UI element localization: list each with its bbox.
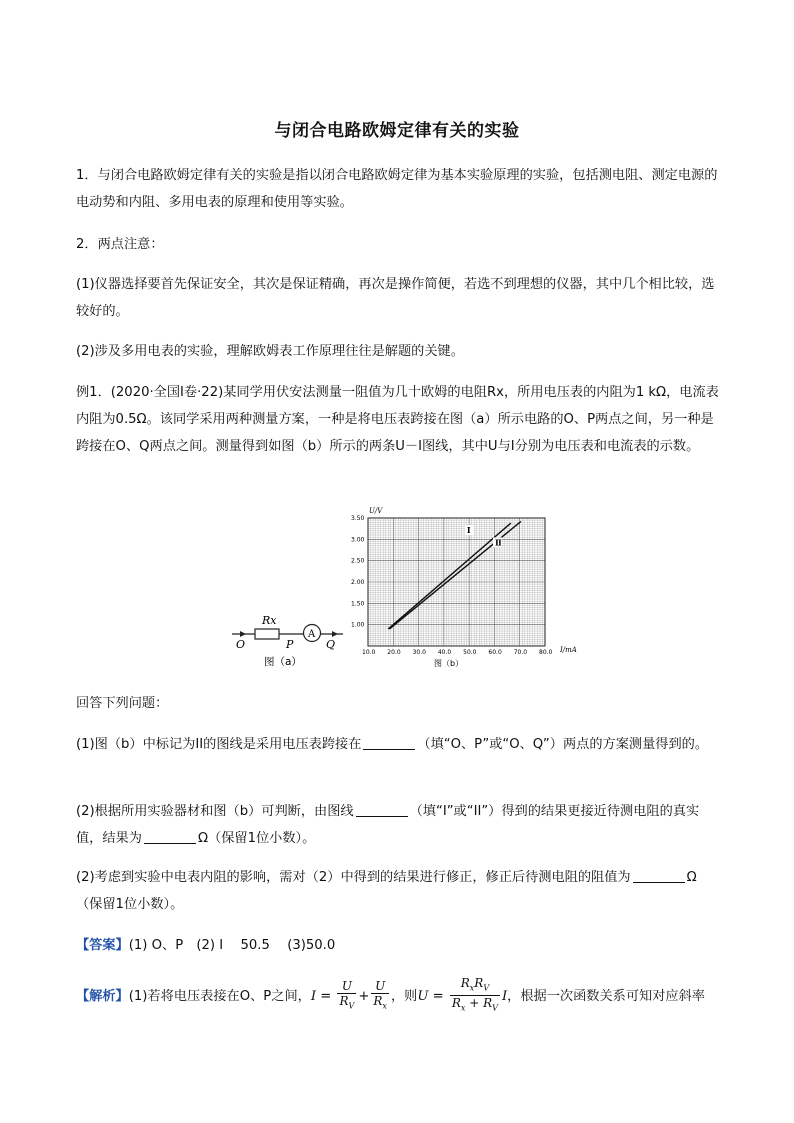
- x-axis-label: I/mA: [560, 646, 577, 654]
- question-2: [76, 798, 720, 852]
- answer-tag: 【答案】: [76, 938, 129, 953]
- x-tick-label: 20.0: [387, 649, 401, 656]
- analysis-tag: 【解析】: [76, 988, 129, 1004]
- resistor-label: Rx: [262, 614, 277, 627]
- chart-grid: [368, 518, 545, 646]
- resistor-symbol: [255, 629, 279, 639]
- x-tick-label: 40.0: [437, 649, 452, 656]
- ui-chart: [351, 507, 577, 668]
- paragraph-note-1: (1)仪器选择要首先保证安全，其次是保证精确，再次是操作简便，若选不到理想的仪器，其中几个相比较，选较好的。: [76, 277, 715, 319]
- question-3-text-start: (2)考虑到实验中电表内阻的影响，需对（2）中得到的结果进行修正，修正后待测电阻的阻值为: [76, 870, 631, 885]
- arrow-icon: [240, 631, 246, 637]
- y-tick-label: 2.50: [351, 557, 365, 565]
- question-2-text-start: (2)根据所用实验器材和图（b）可判断，由图线: [76, 804, 354, 819]
- analysis-text-start: (1)若将电压表接在O、P之间，: [128, 988, 311, 1004]
- answer-blank[interactable]: [363, 736, 415, 750]
- formula-current: I = $\frac{U}{R_V}$ + $\frac{U}{R_x}$: [310, 978, 387, 1011]
- series-line-1: [388, 523, 511, 629]
- x-tick-label: 10.0: [362, 649, 376, 656]
- answer-blank[interactable]: [633, 869, 685, 883]
- ammeter-label: A: [308, 629, 316, 640]
- series-label-2: Ⅱ: [494, 537, 502, 548]
- formula-voltage: U = $\frac{R_xR_V}{R_x + R_V}$ I: [417, 976, 508, 1013]
- y-tick-label: 1.50: [351, 600, 365, 608]
- question-3-text-end: Ω（保留1位小数）。: [76, 870, 697, 912]
- series-label-1: Ⅰ: [466, 525, 471, 536]
- y-axis-label: U/V: [369, 507, 383, 515]
- x-tick-label: 70.0: [513, 649, 528, 656]
- answer-blank[interactable]: [356, 803, 408, 817]
- analysis-line: [76, 976, 720, 1016]
- x-tick-label: 60.0: [488, 649, 502, 656]
- questions-intro: 回答下列问题：: [76, 696, 169, 711]
- analysis-text-middle: ，则: [390, 988, 418, 1004]
- x-tick-label: 30.0: [412, 649, 426, 656]
- y-tick-label: 2.00: [351, 579, 365, 586]
- figure-b-caption: 图（b）: [434, 659, 464, 668]
- answer-line: [76, 932, 720, 959]
- circuit-diagram: [232, 614, 343, 668]
- arrow-icon: [332, 631, 338, 637]
- chart-series: [388, 521, 521, 629]
- figure-a-caption: 图（a）: [264, 656, 302, 668]
- question-2-text-end: Ω（保留1位小数）。: [197, 831, 316, 846]
- y-tick-label: 3.50: [351, 515, 365, 522]
- example-statement: 例1．(2020·全国Ⅰ卷·22)某同学用伏安法测量一阻值为几十欧姆的电阻Rx，所用电压表的内阻为1 kΩ，电流表内阻为0.5Ω。该同学采用两种测量方案，一种是将电压表跨接在图（a）所示电路的O、P两点之间，另一种是跨接在O、Q两点之间。测量得到如图（b）所示的两条U－I图线，其中U与I分别为电压表和电流表的示数。: [76, 385, 719, 454]
- paragraph-note-2: (2)涉及多用电表的实验，理解欧姆表工作原理往往是解题的关键。: [76, 344, 464, 359]
- paragraph-intro: 1．与闭合电路欧姆定律有关的实验是指以闭合电路欧姆定律为基本实验原理的实验，包括测电阻、测定电源的电动势和内阻、多用电表的原理和使用等实验。: [76, 168, 718, 210]
- x-tick-label: 80.0: [539, 649, 553, 656]
- question-1-text-end: （填“O、P”或“O、Q”）两点的方案测量得到的。: [417, 737, 709, 752]
- question-2-text-middle: （填“I”或“II”）得到的结果更接近待测电阻的真实值，结果为: [76, 804, 700, 846]
- answer-text: (1) O、P (2) I 50.5 (3)50.0: [128, 938, 336, 953]
- y-tick-label: 3.00: [351, 536, 365, 544]
- question-3: [76, 864, 720, 918]
- analysis-text-end: ，根据一次函数关系可知对应斜率: [507, 988, 705, 1004]
- point-p-label: P: [286, 638, 294, 651]
- question-1-text-start: (1)图（b）中标记为II的图线是采用电压表跨接在: [76, 737, 362, 752]
- paragraph-notes-heading: 2．两点注意：: [76, 237, 164, 252]
- answer-blank[interactable]: [144, 830, 196, 844]
- x-tick-label: 50.0: [463, 649, 477, 656]
- point-o-label: O: [236, 638, 246, 651]
- question-1: [76, 731, 720, 758]
- point-q-label: Q: [326, 638, 336, 651]
- y-tick-label: 1.00: [351, 621, 365, 629]
- page-title: 与闭合电路欧姆定律有关的实验: [274, 121, 520, 141]
